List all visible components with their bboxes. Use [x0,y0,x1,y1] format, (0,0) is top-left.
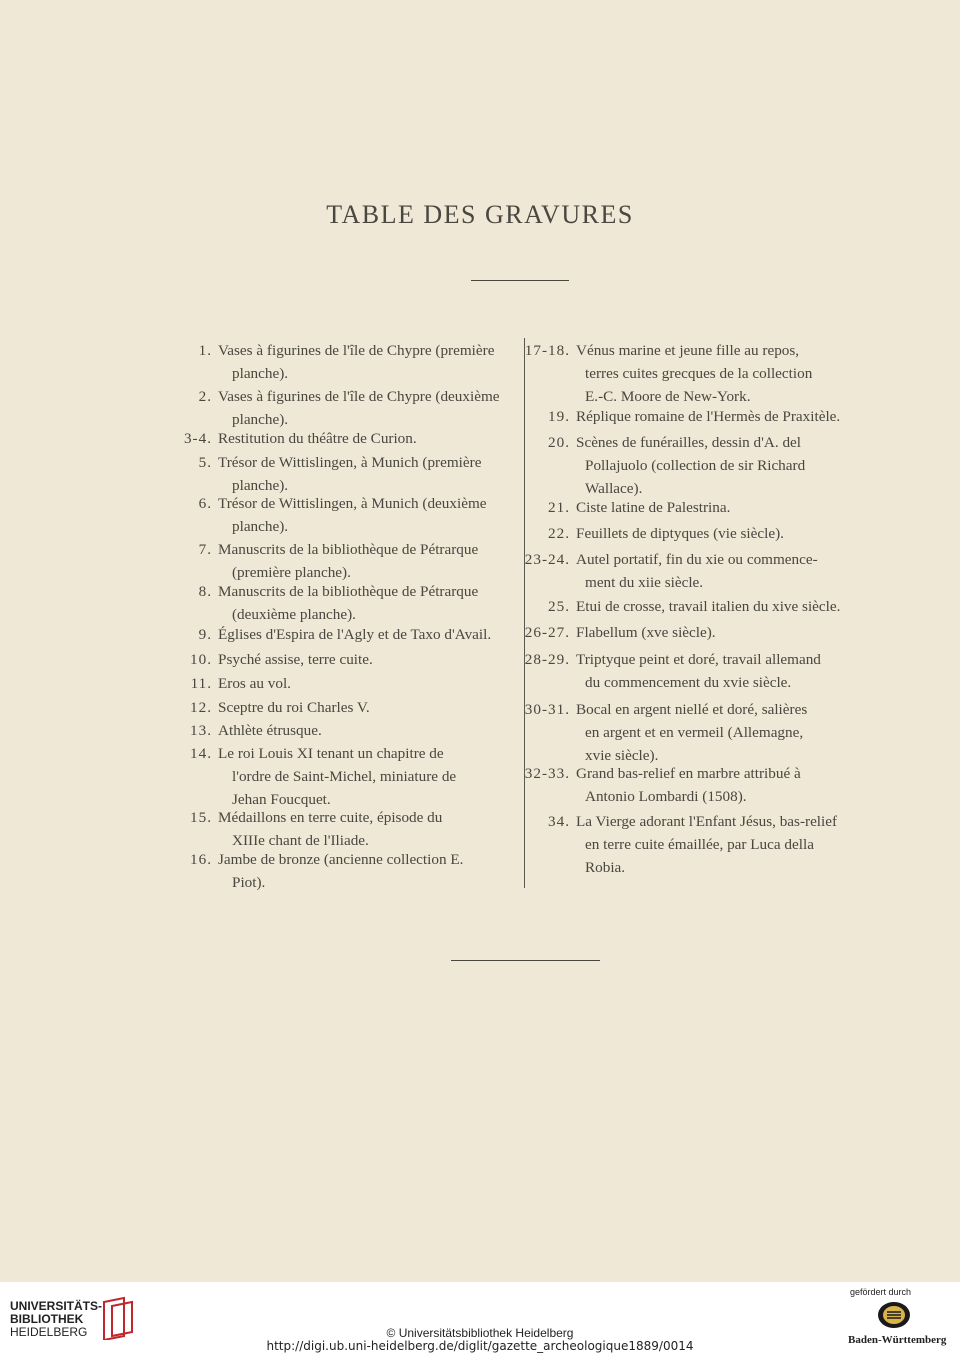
list-item: 19. Réplique romaine de l'Hermès de Praxitèle. [548,408,841,425]
list-item: 34. La Vierge adorant l'Enfant Jésus, bas-relief en terre cuite émaillée, par Luca della Robia. [548,813,838,876]
list-item: 26-27. Flabellum (xve siècle). [524,624,716,641]
state-label: Baden-Württemberg [848,1334,947,1346]
title-rule [471,280,569,281]
permalink-url[interactable]: http://digi.ub.uni-heidelberg.de/diglit/gazette_archeologique1889/0014 [266,1339,694,1353]
list-item: 28-29. Triptyque peint et doré, travail allemand du commencement du xvie siècle. [524,651,821,691]
list-item: 8. Manuscrits de la bibliothèque de Pétrarque (deuxième planche). [198,583,479,623]
footer [0,1282,960,1352]
list-item: 32-33. Grand bas-relief en marbre attribué à Antonio Lombardi (1508). [524,765,801,805]
page-title: TABLE DES GRAVURES [326,200,634,229]
list-item: 11. Eros au vol. [190,675,291,692]
list-item: 14. Le roi Louis XI tenant un chapitre de l'ordre de Saint-Michel, miniature de Jehan Foucquet. [190,745,457,808]
coat-of-arms-icon [876,1300,912,1330]
list-item: 17-18. Vénus marine et jeune fille au repos, terres cuites grecques de la collection E.-C. Moore de New-York. [524,342,813,405]
copyright-text: © Universitätsbibliothek Heidelberg [386,1326,574,1340]
funded-by-label: gefördert durch [850,1287,912,1297]
list-item: 10. Psyché assise, terre cuite. [190,651,373,668]
list-item: 23-24. Autel portatif, fin du xie ou commence- ment du xiie siècle. [524,551,818,591]
list-item: 3-4. Restitution du théâtre de Curion. [183,430,417,447]
list-item: 7. Manuscrits de la bibliothèque de Pétrarque (première planche). [198,541,479,581]
list-item: 12. Sceptre du roi Charles V. [190,699,370,716]
list-item: 6. Trésor de Wittislingen, à Munich (deuxième planche). [198,495,487,535]
bottom-rule [451,960,600,961]
list-item: 15. Médaillons en terre cuite, épisode du XIIIe chant de l'Iliade. [190,809,443,849]
list-item: 5. Trésor de Wittislingen, à Munich (première planche). [198,454,482,494]
list-item: 16. Jambe de bronze (ancienne collection E. Piot). [190,851,464,891]
library-logo-text[interactable]: UNIVERSITÄTS- BIBLIOTHEK HEIDELBERG [10,1299,103,1339]
list-item: 21. Ciste latine de Palestrina. [548,499,731,516]
list-item: 25. Etui de crosse, travail italien du xive siècle. [548,598,841,615]
list-item: 22. Feuillets de diptyques (vie siècle). [548,525,784,542]
list-item: 13. Athlète étrusque. [190,722,322,739]
list-item: 2. Vases à figurines de l'île de Chypre (deuxième planche). [198,388,500,428]
list-item: 20. Scènes de funérailles, dessin d'A. del Pollajuolo (collection de sir Richard Wallace). [548,434,806,497]
list-item: 9. Églises d'Espira de l'Agly et de Taxo d'Avail. [198,626,492,643]
list-item: 1. Vases à figurines de l'île de Chypre (première planche). [198,342,495,382]
list-item: 30-31. Bocal en argent niellé et doré, salières en argent et en vermeil (Allemagne, xvie siècle). [524,701,808,764]
